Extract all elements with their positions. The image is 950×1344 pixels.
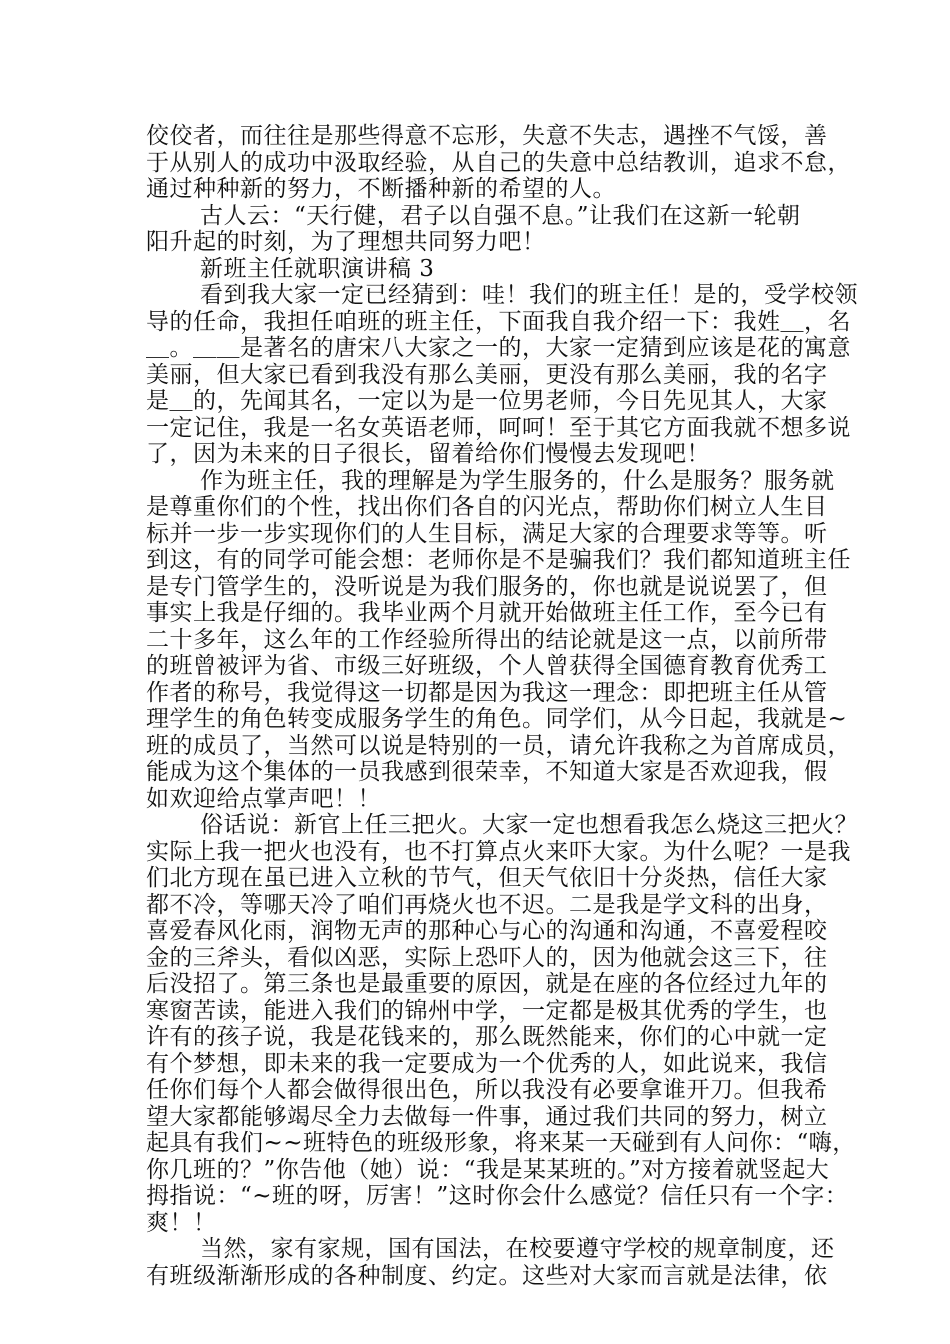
- text-line: 作为班主任，我的理解是为学生服务的，什么是服务？服务就: [200, 467, 835, 494]
- text-line: 的班曾被评为省、市级三好班级，个人曾获得全国德育教育优秀工: [146, 653, 828, 679]
- text-line: 有班级渐渐形成的各种制度、约定。这些对大家而言就是法律，依: [146, 1262, 828, 1289]
- text-line: 许有的孩子说，我是花钱来的，那么既然能来，你们的心中就一定: [146, 1024, 828, 1050]
- text-line: 理学生的角色转变成服务学生的角色。同学们，从今日起，我就是~: [146, 706, 848, 732]
- text-line: 导的任命，我担任咱班的班主任，下面我自我介绍一下：我姓＿，名: [146, 308, 851, 335]
- text-line: 爽！！: [146, 1209, 217, 1236]
- text-line: 到这，有的同学可能会想：老师你是不是骗我们？我们都知道班主任: [146, 547, 851, 573]
- text-line: 二十多年，这么年的工作经验所得出的结论就是这一点，以前所带: [146, 626, 828, 653]
- text-line: 们北方现在虽已进入立秋的节气，但天气依旧十分炎热，信任大家: [146, 865, 828, 891]
- text-line: 起具有我们~~班特色的班级形象，将来某一天碰到有人问你：“嗨，: [146, 1130, 856, 1156]
- text-line: 实际上我一把火也没有，也不打算点火来吓大家。为什么呢？一是我: [146, 838, 851, 865]
- text-line: 是尊重你们的个性，找出你们各自的闪光点，帮助你们树立人生目: [146, 494, 828, 520]
- text-line: 事实上我是仔细的。我毕业两个月就开始做班主任工作，至今已有: [146, 600, 828, 626]
- text-line: 拇指说：“~班的呀，厉害！”这时你会什么感觉？信任只有一个字：: [146, 1183, 849, 1209]
- text-line: 美丽，但大家已看到我没有那么美丽，更没有那么美丽，我的名字: [146, 361, 828, 388]
- text-line: 金的三斧头，看似凶恶，实际上恐吓人的，因为他就会这三下，往: [146, 944, 828, 971]
- text-line: ＿。＿＿是著名的唐宋八大家之一的，大家一定猜到应该是花的寓意: [146, 335, 851, 361]
- text-line: 佼佼者，而往往是那些得意不忘形，失意不失志，遇挫不气馁，善: [146, 123, 828, 149]
- text-line: 你几班的？”你告他（她）说：“我是某某班的。”对方接着就竖起大: [146, 1156, 830, 1183]
- text-line: 有个梦想，即未来的我一定要成为一个优秀的人，如此说来，我信: [146, 1050, 828, 1077]
- text-line: 是专门管学生的，没听说是为我们服务的，你也就是说说罢了，但: [146, 573, 828, 600]
- text-line: 如欢迎给点掌声吧！！: [146, 785, 381, 812]
- text-line: 班的成员了，当然可以说是特别的一员，请允许我称之为首席成员，: [146, 732, 851, 759]
- text-line: 作者的称号，我觉得这一切都是因为我这一理念：即把班主任从管: [146, 679, 828, 706]
- text-line: 阳升起的时刻，为了理想共同努力吧！: [146, 229, 546, 255]
- document-body: [146, 123, 858, 1289]
- text-line: 后没招了。第三条也是最重要的原因，就是在座的各位经过九年的: [146, 971, 828, 997]
- text-line: 标并一步一步实现你们的人生目标，满足大家的合理要求等等。听: [146, 520, 828, 547]
- text-line: 俗话说：新官上任三把火。大家一定也想看我怎么烧这三把火？: [200, 812, 858, 838]
- text-line: 任你们每个人都会做得很出色，所以我没有必要拿谁开刀。但我希: [146, 1077, 828, 1103]
- text-line: 了，因为未来的日子很长，留着给你们慢慢去发现吧！: [146, 441, 710, 467]
- text-line: 喜爱春风化雨，润物无声的那种心与心的沟通和沟通，不喜爱程咬: [146, 918, 828, 944]
- text-line: 于从别人的成功中汲取经验，从自己的失意中总结教训，追求不怠，: [146, 149, 851, 176]
- text-line: 能成为这个集体的一员我感到很荣幸，不知道大家是否欢迎我，假: [146, 759, 828, 785]
- text-line: 是＿的，先闻其名，一定以为是一位男老师，今日先见其人，大家: [146, 388, 828, 414]
- text-line: 当然，家有家规，国有国法，在校要遵守学校的规章制度，还: [200, 1236, 835, 1262]
- text-line: 寒窗苦读，能进入我们的锦州中学，一定都是极其优秀的学生，也: [146, 997, 828, 1024]
- text-line: 新班主任就职演讲稿 3: [200, 255, 435, 282]
- text-line: 都不冷，等哪天冷了咱们再烧火也不迟。二是我是学文科的出身，: [146, 891, 828, 918]
- text-line: 看到我大家一定已经猜到：哇！我们的班主任！是的，受学校领: [200, 282, 858, 308]
- text-line: 通过种种新的努力，不断播种新的希望的人。: [146, 176, 616, 202]
- text-line: 古人云：“天行健，君子以自强不息。”让我们在这新一轮朝: [200, 202, 801, 229]
- text-line: 一定记住，我是一名女英语老师，呵呵！至于其它方面我就不想多说: [146, 414, 851, 441]
- text-line: 望大家都能够竭尽全力去做每一件事，通过我们共同的努力，树立: [146, 1103, 828, 1130]
